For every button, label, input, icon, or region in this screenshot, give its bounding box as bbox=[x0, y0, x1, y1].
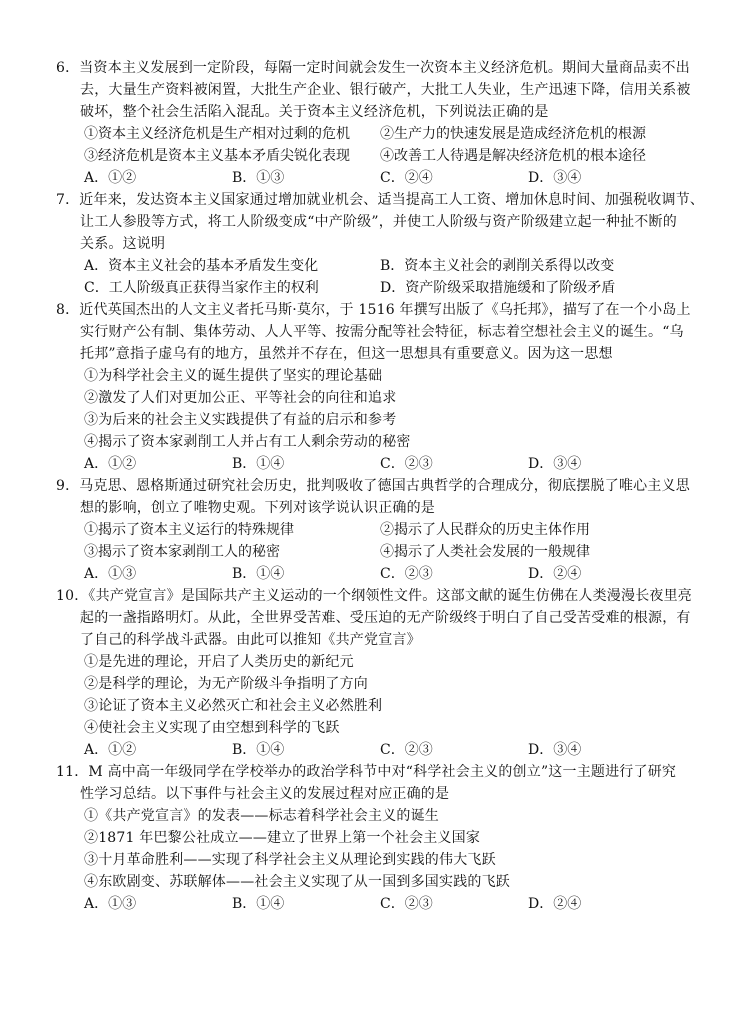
option-c: C．②③ bbox=[380, 896, 433, 912]
option-b: B．①④ bbox=[232, 742, 285, 758]
option-d: D．②④ bbox=[528, 896, 582, 912]
option-row bbox=[56, 563, 696, 585]
item: ①资本主义经济危机是生产相对过剩的危机 bbox=[84, 126, 350, 142]
item: ②1871 年巴黎公社成立——建立了世界上第一个社会主义国家 bbox=[84, 830, 481, 846]
question-stem-line: 让工人参股等方式，将工人阶级变成“中产阶级”，并使工人阶级与资产阶级建立起一种扯不断的 bbox=[80, 214, 677, 230]
item: ①是先进的理论，开启了人类历史的新纪元 bbox=[84, 654, 354, 670]
item: ④揭示了人类社会发展的一般规律 bbox=[380, 544, 590, 560]
option-b: B．①④ bbox=[232, 566, 285, 582]
option-b: B．资本主义社会的剥削关系得以改变 bbox=[380, 258, 615, 274]
item-row bbox=[56, 145, 696, 167]
option-row bbox=[56, 453, 696, 475]
option-a: A．①② bbox=[84, 456, 137, 472]
item: ③论证了资本主义必然灭亡和社会主义必然胜利 bbox=[84, 698, 383, 714]
question-stem-line: 托邦”意指子虚乌有的地方，虽然并不存在，但这一思想具有重要意义。因为这一思想 bbox=[80, 346, 613, 362]
item: ④使社会主义实现了由空想到科学的飞跃 bbox=[84, 720, 340, 736]
option-c: C．②③ bbox=[380, 566, 433, 582]
option-a: A．①③ bbox=[84, 566, 137, 582]
option-c: C．工人阶级真正获得当家作主的权利 bbox=[84, 280, 319, 296]
option-d: D．资产阶级采取措施缓和了阶级矛盾 bbox=[380, 280, 616, 296]
item: ④东欧剧变、苏联解体——社会主义实现了从一国到多国实践的飞跃 bbox=[84, 874, 510, 890]
item: ④揭示了资本家剥削工人并占有工人剩余劳动的秘密 bbox=[84, 434, 411, 450]
item: ①为科学社会主义的诞生提供了坚实的理论基础 bbox=[84, 368, 383, 384]
item: ③十月革命胜利——实现了科学社会主义从理论到实践的伟大飞跃 bbox=[84, 852, 496, 868]
option-b: B．①④ bbox=[232, 456, 285, 472]
option-c: C．②③ bbox=[380, 456, 433, 472]
option-row bbox=[56, 277, 696, 299]
question-stem-line: 9．马克思、恩格斯通过研究社会历史，批判吸收了德国古典哲学的合理成分，彻底摆脱了唯心主义思 bbox=[56, 478, 690, 494]
question-6 bbox=[56, 57, 696, 189]
question-stem-line: 8．近代英国杰出的人文主义者托马斯·莫尔，于 1516 年撰写出版了《乌托邦》，描写了在一个小岛上 bbox=[56, 302, 691, 318]
option-a: A．资本主义社会的基本矛盾发生变化 bbox=[84, 258, 319, 274]
question-7 bbox=[56, 189, 705, 299]
option-a: A．①② bbox=[84, 742, 137, 758]
item: ②揭示了人民群众的历史主体作用 bbox=[380, 522, 590, 538]
item: ②生产力的快速发展是造成经济危机的根源 bbox=[380, 126, 646, 142]
question-stem-line: 实行财产公有制、集体劳动、人人平等、按需分配等社会特征，标志着空想社会主义的诞生。“乌 bbox=[80, 324, 684, 340]
option-b: B．①③ bbox=[232, 170, 285, 186]
item: ①揭示了资本主义运行的特殊规律 bbox=[84, 522, 294, 538]
option-d: D．③④ bbox=[528, 742, 582, 758]
option-row bbox=[56, 255, 696, 277]
question-stem-line: 想的影响，创立了唯物史观。下列对该学说认识正确的是 bbox=[80, 500, 435, 516]
item: ②是科学的理论，为无产阶级斗争指明了方向 bbox=[84, 676, 368, 692]
option-c: C．②③ bbox=[380, 742, 433, 758]
option-d: D．③④ bbox=[528, 456, 582, 472]
question-stem-line: 11．M 高中高一年级同学在学校举办的政治学科节中对“科学社会主义的创立”这一主题进行了研究 bbox=[56, 764, 677, 780]
question-11 bbox=[56, 761, 696, 915]
option-d: D．③④ bbox=[528, 170, 582, 186]
question-stem-line: 去，大量生产资料被闲置，大批生产企业、银行破产，大批工人失业，生产迅速下降，信用关系被 bbox=[80, 82, 691, 98]
item-row bbox=[56, 519, 696, 541]
question-8 bbox=[56, 299, 696, 475]
option-b: B．①④ bbox=[232, 896, 285, 912]
option-a: A．①③ bbox=[84, 896, 137, 912]
question-stem-line: 关系。这说明 bbox=[80, 236, 166, 252]
question-9 bbox=[56, 475, 696, 585]
option-row bbox=[56, 893, 696, 915]
item-row bbox=[56, 541, 696, 563]
question-stem-line: 了自己的科学战斗武器。由此可以推知《共产党宣言》 bbox=[80, 632, 421, 648]
item: ②激发了人们对更加公正、平等社会的向往和追求 bbox=[84, 390, 397, 406]
item: ③经济危机是资本主义基本矛盾尖锐化表现 bbox=[84, 148, 350, 164]
item-row bbox=[56, 123, 696, 145]
item: ③为后来的社会主义实践提供了有益的启示和参考 bbox=[84, 412, 397, 428]
option-c: C．②④ bbox=[380, 170, 433, 186]
question-stem-line: 6．当资本主义发展到一定阶段，每隔一定时间就会发生一次资本主义经济危机。期间大量商品卖不出 bbox=[56, 60, 690, 76]
question-stem-line: 破坏，整个社会生活陷入混乱。关于资本主义经济危机，下列说法正确的是 bbox=[80, 104, 549, 120]
question-10 bbox=[56, 585, 696, 761]
question-stem-line: 7．近年来，发达资本主义国家通过增加就业机会、适当提高工人工资、增加休息时间、加强税收调节、 bbox=[56, 192, 705, 208]
item: ④改善工人待遇是解决经济危机的根本途径 bbox=[380, 148, 646, 164]
option-row bbox=[56, 167, 696, 189]
option-a: A．①② bbox=[84, 170, 137, 186]
item: ③揭示了资本家剥削工人的秘密 bbox=[84, 544, 280, 560]
question-stem-line: 性学习总结。以下事件与社会主义的发展过程对应正确的是 bbox=[80, 786, 450, 802]
question-stem-line: 起的一盏指路明灯。从此，全世界受苦难、受压迫的无产阶级终于明白了自己受苦受难的根源，有 bbox=[80, 610, 691, 626]
option-d: D．②④ bbox=[528, 566, 582, 582]
option-row bbox=[56, 739, 696, 761]
item: ①《共产党宣言》的发表——标志着科学社会主义的诞生 bbox=[84, 808, 439, 824]
question-stem-line: 10．《共产党宣言》是国际共产主义运动的一个纲领性文件。这部文献的诞生仿佛在人类漫漫长夜里亮 bbox=[56, 588, 693, 604]
